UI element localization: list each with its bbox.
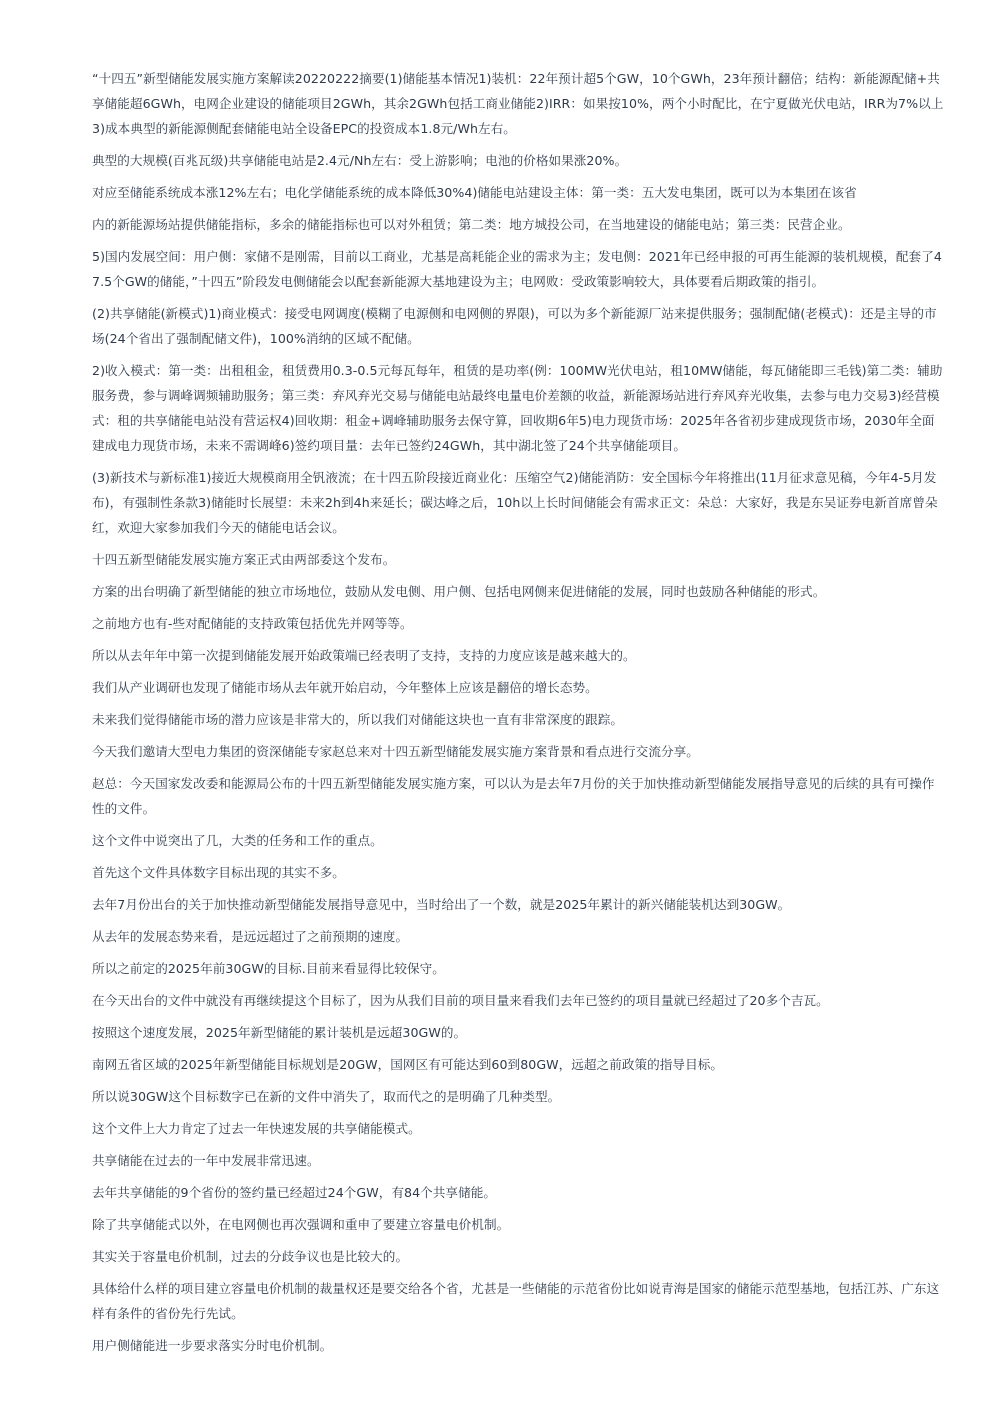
paragraph: 首先这个文件具体数字目标出现的其实不多。 — [92, 865, 345, 880]
paragraph: 在今天出台的文件中就没有再继续提这个目标了，因为从我们目前的项目量来看我们去年已签约的项目量就已经超过了20多个吉瓦。 — [92, 993, 829, 1008]
paragraph: 今天我们邀请大型电力集团的资深储能专家赵总来对十四五新型储能发展实施方案背景和看点进行交流分享。 — [92, 744, 699, 759]
paragraph: 对应至储能系统成本涨12%左右；电化学储能系统的成本降低30%4)储能电站建设主体：第一类：五大发电集团，既可以为本集团在该省 — [92, 185, 857, 200]
paragraph: 这个文件上大力肯定了过去一年快速发展的共享储能模式。 — [92, 1121, 421, 1136]
paragraph: 按照这个速度发展，2025年新型储能的累计装机是远超30GW的。 — [92, 1025, 467, 1040]
paragraph: 之前地方也有-些对配储能的支持政策包括优先并网等等。 — [92, 616, 413, 631]
paragraph-summary: “十四五”新型储能发展实施方案解读20220222摘要(1)储能基本情况1)装机：22年预计超5个GW，10个GWh，23年预计翻倍；结构：新能源配储+共享储能超6GWh，电网企业建设的储能项目2GWh，其余2GWh包括工商业储能2)IRR：如果按10%，两个小时配比，在宁夏做光伏电站，IRR为7%以上3)成本典型的新能源侧配套储能电站全设备EPC的投资成本1.8元/Wh左右。 — [92, 71, 944, 136]
paragraph: 5)国内发展空间：用户侧：家储不是刚需，目前以工商业，尤基是高耗能企业的需求为主；发电侧：2021年已经申报的可再生能源的装机规模，配套了47.5个GW的储能，”十四五”阶段发电侧储能会以配套新能源大基地建设为主；电网败：受政策影响较大，具体要看后期政策的指引。 — [92, 249, 942, 289]
paragraph: 2)收入模式：第一类：出租租金，租赁费用0.3-0.5元每瓦每年，租赁的是功率(例：100MW光伏电站，租10MW储能，每瓦储能即三毛钱)第二类：辅助服务费，参与调峰调频辅助服务；第三类：弃风弃光交易与储能电站最终电量电价差额的收益，新能源场站进行弃风弃光收集，去参与电力交易3)经营模式：租的共享储能电站没有营运权4)回收期：租金+调峰辅助服务去保守算，回收期6年5)电力现货市场：2025年各省初步建成现货市场，2030年全面建成电力现货市场，未来不需调峰6)签约项目量：去年已签约24GWh，其中湖北签了24个共享储能项目。 — [92, 363, 943, 453]
paragraph: 内的新能源场站提供储能指标，多余的储能指标也可以对外租赁；第二类：地方城投公司，在当地建设的储能电站；第三类：民营企业。 — [92, 217, 851, 232]
paragraph: 用户侧储能进一步要求落实分时电价机制。 — [92, 1338, 333, 1353]
paragraph: 去年共享储能的9个省份的签约量已经超过24个GW，有84个共享储能。 — [92, 1185, 497, 1200]
paragraph: 所以从去年年中第一次提到储能发展开始政策端已经表明了支持，支持的力度应该是越来越大的。 — [92, 648, 636, 663]
paragraph: 南网五省区域的2025年新型储能目标规划是20GW，国网区有可能达到60到80GW，远超之前政策的指导目标。 — [92, 1057, 723, 1072]
paragraph: 典型的大规模(百兆瓦级)共享储能电站是2.4元/Nh左右：受上游影响；电池的价格如果涨20%。 — [92, 153, 628, 168]
paragraph: 我们从产业调研也发现了储能市场从去年就开始启动，今年整体上应该是翻倍的增长态势。 — [92, 680, 598, 695]
paragraph: 所以之前定的2025年前30GW的目标.目前来看显得比较保守。 — [92, 961, 445, 976]
paragraph: 从去年的发展态势来看，是远远超过了之前预期的速度。 — [92, 929, 409, 944]
paragraph: 具体给什么样的项目建立容量电价机制的裁量权还是要交给各个省，尤甚是一些储能的示范省份比如说青海是国家的储能示范型基地，包括江苏、广东这样有条件的省份先行先试。 — [92, 1281, 940, 1321]
paragraph: 十四五新型储能发展实施方案正式由两部委这个发布。 — [92, 552, 396, 567]
paragraph: 未来我们觉得储能市场的潜力应该是非常大的，所以我们对储能这块也一直有非常深度的跟踪。 — [92, 712, 624, 727]
paragraph: 这个文件中说突出了几，大类的任务和工作的重点。 — [92, 833, 383, 848]
paragraph: 所以说30GW这个目标数字已在新的文件中消失了，取而代之的是明确了几种类型。 — [92, 1089, 561, 1104]
paragraph: 去年7月份出台的关于加快推动新型储能发展指导意见中，当时给出了一个数，就是2025年累计的新兴储能装机达到30GW。 — [92, 897, 791, 912]
paragraph: 共享储能在过去的一年中发展非常迅速。 — [92, 1153, 320, 1168]
paragraph: 除了共享储能式以外，在电网侧也再次强调和重申了要建立容量电价机制。 — [92, 1217, 510, 1232]
document-body — [92, 66, 944, 1365]
paragraph: (2)共享储能(新模式)1)商业模式：接受电网调度(模糊了电源侧和电网侧的界限)，可以为多个新能源厂站来提供服务；强制配储(老模式)：还是主导的市场(24个省出了强制配储文件)，100%消纳的区域不配储。 — [92, 306, 937, 346]
paragraph: 赵总：今天国家发改委和能源局公布的十四五新型储能发展实施方案，可以认为是去年7月份的关于加快推动新型储能发展指导意见的后续的具有可操作性的文件。 — [92, 776, 935, 816]
paragraph: 其实关于容量电价机制，过去的分歧争议也是比较大的。 — [92, 1249, 409, 1264]
paragraph: 方案的出台明确了新型储能的独立市场地位，鼓励从发电侧、用户侧、包括电网侧来促进储能的发展，同时也鼓励各种储能的形式。 — [92, 584, 826, 599]
paragraph: (3)新技术与新标准1)接近大规模商用全钒液流；在十四五阶段接近商业化：压缩空气2)储能消防：安全国标今年将推出(11月征求意见稿，今年4-5月发布)，有强制性条款3)储能时长展望：未来2h到4h来延长；碳达峰之后，10h以上长时间储能会有需求正文：朵总：大家好，我是东吴证券电新首席曾朵红，欢迎大家参加我们今天的储能电话会议。 — [92, 470, 938, 535]
